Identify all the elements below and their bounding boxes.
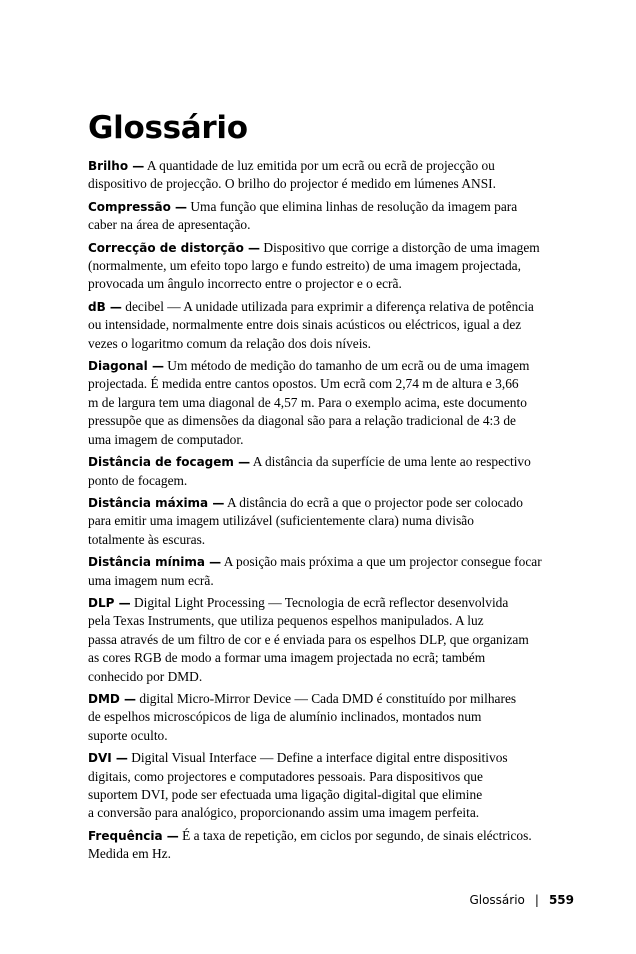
glossary-entry [88,157,578,194]
glossary-term: Distância máxima — [88,495,225,510]
glossary-term: dB — [88,299,122,314]
entry-line [88,768,578,786]
definition-text: pressupõe que as dimensões da diagonal são para a relação tradicional de 4:3 de [88,413,516,429]
entry-line [88,531,578,549]
entry-line [88,612,578,630]
glossary-term: Distância mínima — [88,555,222,570]
entry-line [88,827,578,845]
definition-text: suporte oculto. [88,727,168,743]
definition-text: decibel — A unidade utilizada para exprimir a diferença relativa de potência [121,298,534,314]
definition-text: Dispositivo que corrige a distorção de uma imagem [260,239,540,255]
page-title: Glossário [88,110,248,146]
glossary-list [88,157,578,868]
page-number: 559 [548,893,574,907]
definition-text: (normalmente, um efeito topo largo e fundo estreito) de uma imagem projectada, [88,258,521,274]
entry-line [88,594,578,612]
definition-text: Digital Visual Interface — Define a interface digital entre dispositivos [127,750,508,766]
entry-line [88,512,578,530]
glossary-entry [88,298,578,353]
entry-line [88,275,578,293]
definition-text: A distância do ecrã a que o projector pode ser colocado [224,494,523,510]
entry-line [88,357,578,375]
glossary-entry [88,453,578,490]
glossary-term: Brilho — [88,159,145,173]
definition-text: digital Micro-Mirror Device — Cada DMD é constituído por milhares [136,690,517,706]
glossary-term: DMD — [88,691,137,706]
glossary-entry [88,239,578,294]
entry-line [88,845,578,863]
entry-line [88,316,578,334]
definition-text: A distância da superfície de uma lente ao respectivo [250,454,531,470]
entry-line [88,431,578,449]
definition-text: pela Texas Instruments, que utiliza pequenos espelhos manipulados. A luz [88,613,484,629]
entry-line [88,690,578,708]
glossary-entry [88,494,578,549]
definition-text: uma imagem num ecrã. [88,572,214,588]
definition-text: dispositivo de projecção. O brilho do projector é medido em lúmenes ANSI. [88,176,496,192]
entry-line [88,708,578,726]
glossary-term: Frequência — [88,828,179,843]
definition-text: a conversão para analógico, proporcionando assim uma imagem perfeita. [88,805,480,821]
definition-text: vezes o logaritmo comum da relação dos dois níveis. [88,335,371,351]
definition-text: uma imagem de computador. [88,431,244,447]
glossary-entry [88,357,578,449]
footer-separator: | [534,893,539,907]
page-footer [469,893,574,907]
definition-text: Digital Light Processing — Tecnologia de ecrã reflector desenvolvida [130,594,509,610]
definition-text: A posição mais próxima a que um projector consegue focar [221,554,542,570]
glossary-term: Correcção de distorção — [88,240,261,255]
entry-line [88,804,578,822]
entry-line [88,553,578,571]
definition-text: suportem DVI, pode ser efectuada uma ligação digital-digital que elimine [88,787,483,802]
glossary-entry [88,749,578,823]
definition-text: m de largura tem uma diagonal de 4,57 m. Para o exemplo acima, este documento [88,394,527,410]
entry-line [88,412,578,430]
entry-line [88,453,578,471]
entry-line [88,749,578,767]
entry-line [88,494,578,512]
definition-text: A quantidade de luz emitida por um ecrã ou ecrã de projecção ou [144,158,495,173]
glossary-entry [88,690,578,745]
footer-section-label: Glossário [469,893,525,907]
glossary-term: Distância de focagem — [88,455,251,470]
definition-text: ou intensidade, normalmente entre dois sinais acústicos ou eléctricos, igual a dez [88,317,522,333]
entry-line [88,198,578,216]
entry-line [88,216,578,234]
definition-text: as cores RGB de modo a formar uma imagem projectada no ecrã; também [88,650,486,666]
definition-text: digitais, como projectores e computadores pessoais. Para dispositivos que [88,768,483,784]
definition-text: Medida em Hz. [88,846,171,862]
glossary-term: Compressão — [88,199,188,214]
entry-line [88,668,578,686]
entry-line [88,472,578,490]
definition-text: de espelhos microscópicos de liga de alumínio inclinados, montados num [88,709,482,725]
glossary-entry [88,553,578,590]
definition-text: para emitir uma imagem utilizável (suficientemente clara) numa divisão [88,513,474,529]
definition-text: caber na área de apresentação. [88,217,251,233]
entry-line [88,298,578,316]
definition-text: ponto de focagem. [88,472,188,488]
glossary-term: DLP — [88,595,131,610]
entry-line [88,649,578,667]
definition-text: provocada um ângulo incorrecto entre o projector e o ecrã. [88,276,402,292]
entry-line [88,394,578,412]
definition-text: projectada. É medida entre cantos opostos. Um ecrã com 2,74 m de altura e 3,66 [88,376,519,392]
entry-line [88,375,578,393]
definition-text: passa através de um filtro de cor e é enviada para os espelhos DLP, que organizam [88,631,529,647]
glossary-entry [88,198,578,235]
entry-line [88,631,578,649]
entry-line [88,727,578,745]
entry-line [88,157,578,175]
glossary-entry [88,827,578,864]
definition-text: Um método de medição do tamanho de um ecrã ou de uma imagem [163,358,530,374]
glossary-term: DVI — [88,751,128,766]
entry-line [88,335,578,353]
definition-text: Uma função que elimina linhas de resolução da imagem para [187,198,518,214]
glossary-entry [88,594,578,686]
entry-line [88,786,578,804]
definition-text: totalmente às escuras. [88,531,206,547]
definition-text: É a taxa de repetição, em ciclos por segundo, de sinais eléctricos. [178,827,532,843]
entry-line [88,239,578,257]
entry-line [88,257,578,275]
glossary-term: Diagonal — [88,359,164,374]
entry-line [88,572,578,590]
entry-line [88,175,578,193]
definition-text: conhecido por DMD. [88,668,203,684]
